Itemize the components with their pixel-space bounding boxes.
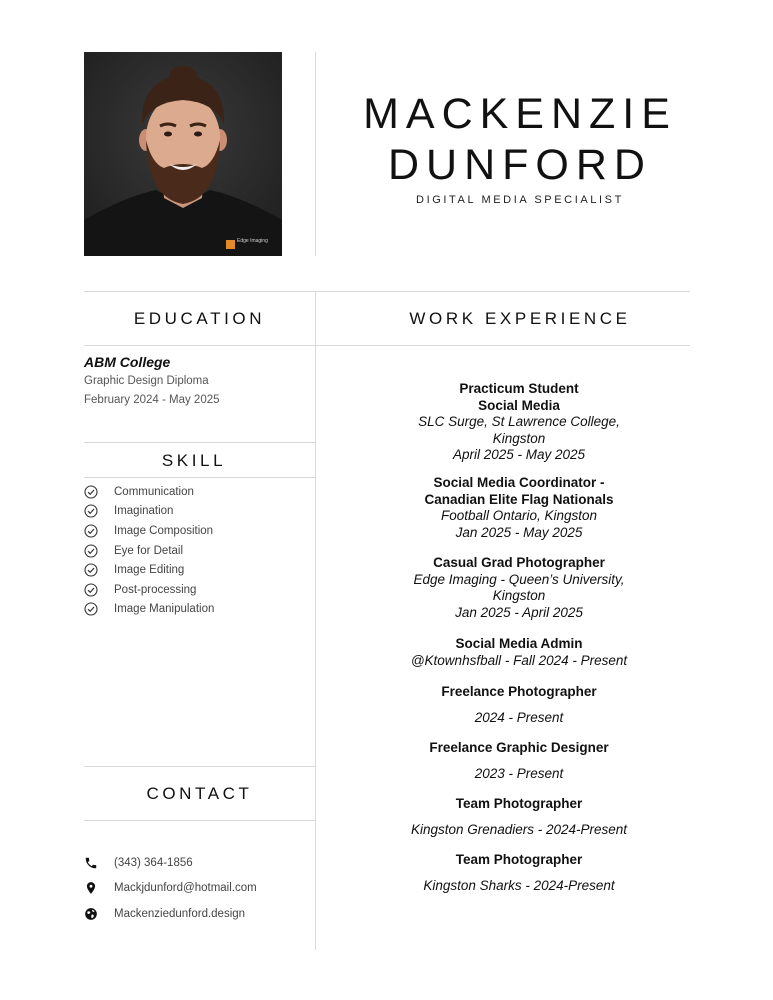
name-last: DUNFORD bbox=[388, 141, 652, 189]
section-contact-heading: CONTACT bbox=[146, 784, 253, 803]
skill-item bbox=[84, 581, 196, 599]
work-dates: April 2025 - May 2025 bbox=[452, 447, 586, 462]
work-entry bbox=[395, 796, 643, 838]
divider-header-bottom bbox=[84, 345, 690, 346]
education-school: ABM College bbox=[84, 354, 171, 370]
check-circle-icon bbox=[84, 583, 98, 597]
divider-contact-top bbox=[84, 766, 315, 767]
shirt-logo-text: Edge Imaging bbox=[237, 238, 268, 244]
work-entry bbox=[395, 555, 643, 621]
job-title: DIGITAL MEDIA SPECIALIST bbox=[416, 194, 624, 206]
work-title: Freelance Graphic Designer bbox=[429, 740, 609, 755]
work-org: Kingston Grenadiers - 2024-Present bbox=[410, 821, 628, 837]
divider-skill-bottom bbox=[84, 477, 315, 478]
work-title: Team Photographer bbox=[455, 852, 583, 867]
check-circle-icon bbox=[84, 504, 98, 518]
contact-website bbox=[84, 905, 245, 923]
skill-label: Eye for Detail bbox=[114, 545, 184, 557]
work-dates: Jan 2025 - April 2025 bbox=[455, 604, 583, 620]
contact-website-text[interactable]: Mackenziedunford.design bbox=[114, 908, 246, 920]
work-title: Social Media Coordinator - bbox=[433, 475, 605, 490]
skill-label: Image Manipulation bbox=[114, 603, 215, 615]
work-dates: 2023 - Present bbox=[474, 765, 564, 781]
skill-item bbox=[84, 483, 194, 501]
phone-icon bbox=[84, 856, 98, 870]
skill-label: Image Composition bbox=[114, 525, 214, 537]
skill-label: Post-processing bbox=[114, 584, 197, 596]
globe-icon bbox=[84, 907, 98, 921]
work-title: Social Media Admin bbox=[455, 636, 583, 651]
check-circle-icon bbox=[84, 563, 98, 577]
work-entry bbox=[395, 852, 643, 894]
contact-email bbox=[84, 879, 257, 897]
work-dates: Jan 2025 - May 2025 bbox=[455, 524, 583, 540]
skill-item bbox=[84, 502, 173, 520]
work-title: Practicum Student bbox=[459, 381, 579, 396]
section-education-heading: EDUCATION bbox=[133, 309, 266, 328]
contact-email-text[interactable]: Mackjdunford@hotmail.com bbox=[114, 882, 257, 894]
education-program: Graphic Design Diploma bbox=[84, 375, 209, 387]
check-circle-icon bbox=[84, 485, 98, 499]
work-dates: 2024 - Present bbox=[474, 709, 564, 725]
work-org: Football Ontario, Kingston bbox=[440, 508, 598, 523]
skill-label: Communication bbox=[114, 486, 194, 498]
section-work-heading: WORK EXPERIENCE bbox=[409, 309, 631, 328]
vertical-divider-main bbox=[315, 292, 316, 950]
work-entry bbox=[395, 636, 643, 669]
skill-item bbox=[84, 542, 183, 560]
location-pin-icon bbox=[84, 881, 98, 895]
education-dates: February 2024 - May 2025 bbox=[84, 394, 220, 406]
contact-phone bbox=[84, 854, 193, 872]
divider-skill-top bbox=[84, 442, 315, 443]
skill-label: Imagination bbox=[114, 505, 174, 517]
work-entry bbox=[395, 684, 643, 726]
skill-item bbox=[84, 522, 213, 540]
skill-label: Image Editing bbox=[114, 564, 185, 576]
divider-top bbox=[84, 291, 690, 292]
work-title: Freelance Photographer bbox=[441, 684, 597, 699]
check-circle-icon bbox=[84, 524, 98, 538]
divider-contact-bottom bbox=[84, 820, 315, 821]
contact-phone-text[interactable]: (343) 364-1856 bbox=[114, 857, 193, 869]
work-title: Team Photographer bbox=[455, 796, 583, 811]
profile-photo bbox=[84, 52, 282, 256]
work-org-line2: Kingston bbox=[492, 588, 546, 603]
work-title: Casual Grad Photographer bbox=[433, 555, 605, 570]
work-title-line2: Canadian Elite Flag Nationals bbox=[424, 491, 614, 507]
work-org: Kingston Sharks - 2024-Present bbox=[423, 877, 615, 893]
name-first: MACKENZIE bbox=[363, 90, 677, 138]
section-skill-heading: SKILL bbox=[161, 451, 227, 470]
work-org-line2: Kingston bbox=[492, 430, 546, 446]
work-entry bbox=[395, 381, 643, 464]
work-org: Edge Imaging - Queen’s University, bbox=[413, 571, 625, 587]
work-title-line2: Social Media bbox=[478, 397, 560, 413]
skill-item bbox=[84, 561, 184, 579]
work-entry bbox=[395, 475, 643, 541]
work-entry bbox=[395, 740, 643, 782]
check-circle-icon bbox=[84, 544, 98, 558]
skill-item bbox=[84, 600, 214, 618]
work-org: SLC Surge, St Lawrence College, bbox=[418, 414, 620, 429]
check-circle-icon bbox=[84, 602, 98, 616]
work-org: @Ktownhsfball - Fall 2024 - Present bbox=[410, 652, 628, 668]
